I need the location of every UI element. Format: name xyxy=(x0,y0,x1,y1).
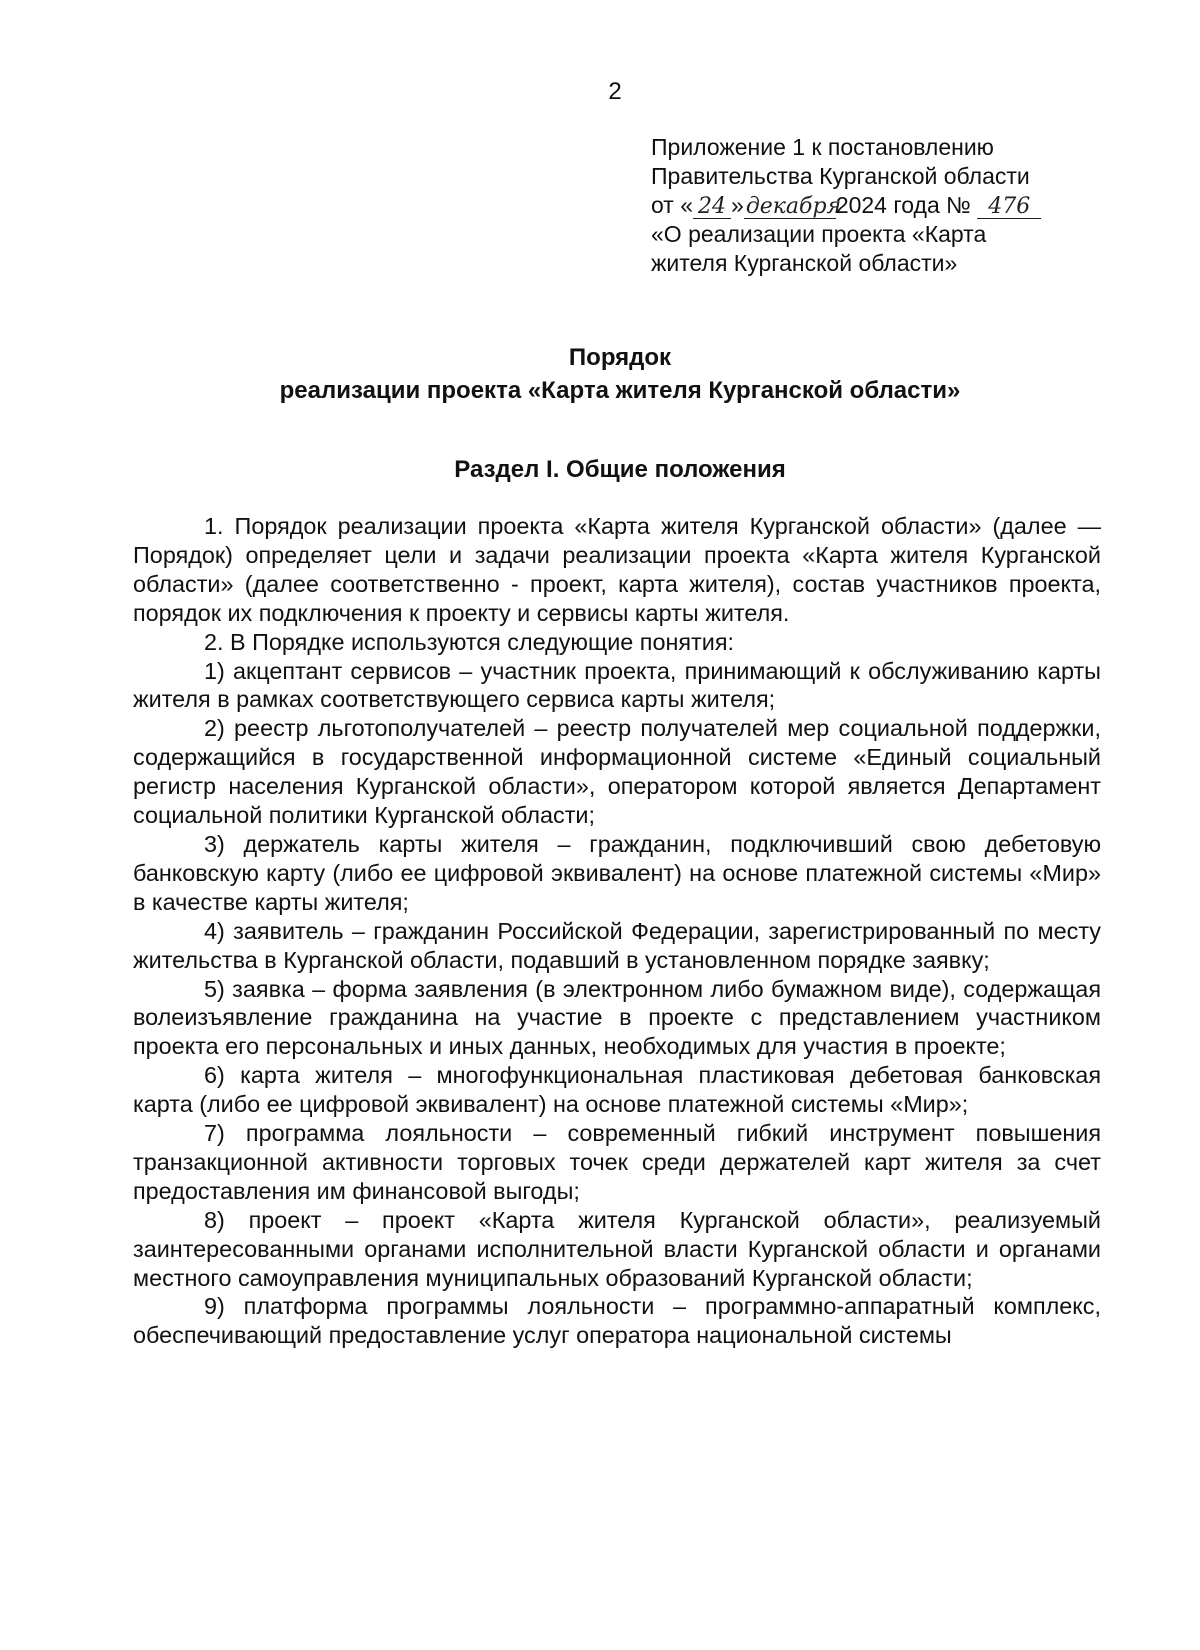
appendix-line-4: «О реализации проекта «Карта xyxy=(651,221,987,247)
paragraph: 6) карта жителя – многофункциональная пластиковая дебетовая банковская карта (либо ее цифровой эквивалент) на основе платежной системы «Мир»; xyxy=(133,1062,1101,1118)
appendix-line-2: Правительства Курганской области xyxy=(651,163,1030,189)
paragraph: 4) заявитель – гражданин Российской Федерации, зарегистрированный по месту жительства в Курганской области, подавший в установленном порядке заявку; xyxy=(133,917,1101,973)
date-mid: » xyxy=(731,192,744,218)
section-title: Раздел I. Общие положения xyxy=(454,456,786,483)
paragraph: 8) проект – проект «Карта жителя Курганской области», реализуемый заинтересованными органами исполнительной власти Курганской области и органами местного самоуправления муниципальных образований Курганской области; xyxy=(133,1206,1101,1291)
date-year: 2024 года № xyxy=(835,192,971,218)
appendix-line-1: Приложение 1 к постановлению xyxy=(651,134,994,160)
paragraph: 5) заявка – форма заявления (в электронном либо бумажном виде), содержащая волеизъявление гражданина на участие в проекте с представлением участником проекта его персональных и иных данных, необходимых для участия в проекте; xyxy=(133,975,1101,1060)
paragraph: 1. Порядок реализации проекта «Карта жителя Курганской области» (далее — Порядок) определяет цели и задачи реализации проекта «Карта жителя Курганской области» (далее соответственно - проект, карта жителя), состав участников проекта, порядок их подключения к проекту и сервисы карты жителя. xyxy=(133,513,1101,626)
document-title-line-1: Порядок xyxy=(568,344,672,371)
paragraph: 3) держатель карты жителя – гражданин, подключивший свою дебетовую банковскую карту (либо ее цифровой эквивалент) на основе платежной системы «Мир» в качестве карты жителя; xyxy=(133,830,1101,915)
paragraph: 2. В Порядке используются следующие понятия: xyxy=(204,628,734,655)
paragraph: 7) программа лояльности – современный гибкий инструмент повышения транзакционной активности торговых точек среди держателей карт жителя за счет предоставления им финансовой выгоды; xyxy=(133,1120,1101,1204)
body-text xyxy=(133,512,1101,1350)
paragraph: 9) платформа программы лояльности – программно-аппаратный комплекс, обеспечивающий предоставление услуг оператора национальной системы xyxy=(133,1293,1101,1349)
appendix-date-line xyxy=(651,191,1091,220)
handwritten-day: 24 xyxy=(693,196,731,219)
document-title-line-2: реализации проекта «Карта жителя Курганской области» xyxy=(279,377,961,404)
handwritten-month: декабря xyxy=(745,194,842,219)
page-number: 2 xyxy=(608,78,622,105)
paragraph: 1) акцептант сервисов – участник проекта, принимающий к обслуживанию карты жителя в рамках соответствующего сервиса карты жителя; xyxy=(133,657,1101,713)
date-prefix: от « xyxy=(651,192,694,218)
appendix-line-5: жителя Курганской области» xyxy=(651,250,958,276)
appendix-header xyxy=(651,133,1091,278)
handwritten-doc-number: 476 xyxy=(977,196,1041,219)
paragraph: 2) реестр льготополучателей – реестр получателей мер социальной поддержки, содержащийся в государственной информационной системе «Единый социальный регистр населения Курганской области», оператором которой является Департамент социальной политики Курганской области; xyxy=(133,715,1101,829)
